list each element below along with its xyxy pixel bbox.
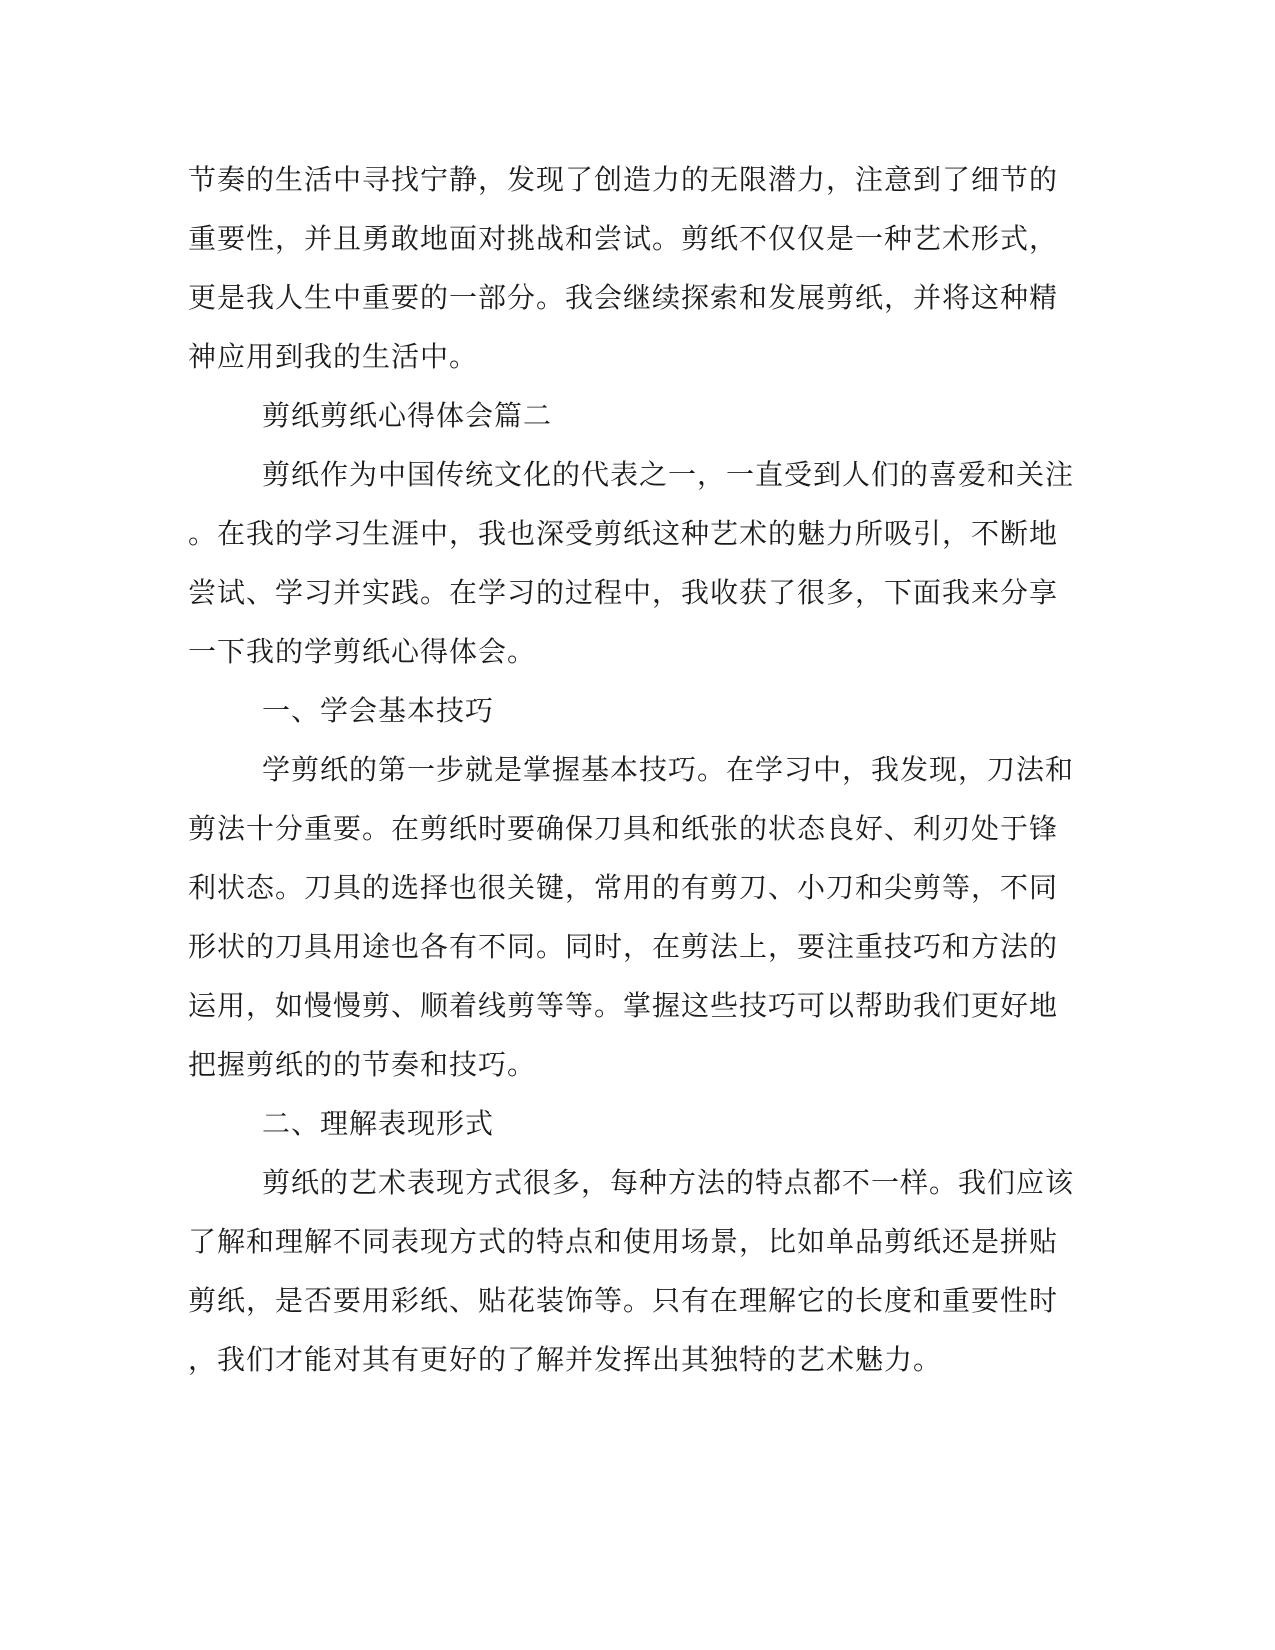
paragraph-line: 剪纸，是否要用彩纸、贴花装饰等。只有在理解它的长度和重要性时 bbox=[188, 1284, 1059, 1317]
paragraph-line: 节奏的生活中寻找宁静，发现了创造力的无限潜力，注意到了细节的 bbox=[188, 163, 1059, 196]
subheading: 二、理解表现形式 bbox=[262, 1107, 495, 1140]
paragraph-line: 更是我人生中重要的一部分。我会继续探索和发展剪纸，并将这种精 bbox=[188, 281, 1059, 314]
section-title: 剪纸剪纸心得体会篇二 bbox=[262, 399, 553, 432]
paragraph-line: 重要性，并且勇敢地面对挑战和尝试。剪纸不仅仅是一种艺术形式， bbox=[188, 222, 1059, 255]
paragraph-line: 形状的刀具用途也各有不同。同时，在剪法上，要注重技巧和方法的 bbox=[188, 930, 1059, 963]
paragraph-line: 。在我的学习生涯中，我也深受剪纸这种艺术的魅力所吸引，不断地 bbox=[188, 517, 1059, 550]
paragraph-line: 神应用到我的生活中。 bbox=[188, 340, 479, 373]
paragraph-line: 学剪纸的第一步就是掌握基本技巧。在学习中，我发现，刀法和 bbox=[262, 753, 1075, 786]
subheading: 一、学会基本技巧 bbox=[262, 694, 495, 727]
paragraph-line: 了解和理解不同表现方式的特点和使用场景，比如单品剪纸还是拼贴 bbox=[188, 1225, 1059, 1258]
paragraph-line: 运用，如慢慢剪、顺着线剪等等。掌握这些技巧可以帮助我们更好地 bbox=[188, 989, 1059, 1022]
paragraph-line: 剪纸作为中国传统文化的代表之一，一直受到人们的喜爱和关注 bbox=[262, 458, 1075, 491]
paragraph-line: 剪法十分重要。在剪纸时要确保刀具和纸张的状态良好、利刃处于锋 bbox=[188, 812, 1059, 845]
paragraph-line: 把握剪纸的的节奏和技巧。 bbox=[188, 1048, 537, 1081]
paragraph-line: 剪纸的艺术表现方式很多，每种方法的特点都不一样。我们应该 bbox=[262, 1166, 1075, 1199]
paragraph-line: 一下我的学剪纸心得体会。 bbox=[188, 635, 537, 668]
paragraph-line: 尝试、学习并实践。在学习的过程中，我收获了很多，下面我来分享 bbox=[188, 576, 1059, 609]
paragraph-line: 利状态。刀具的选择也很关键，常用的有剪刀、小刀和尖剪等，不同 bbox=[188, 871, 1059, 904]
paragraph-line: ，我们才能对其有更好的了解并发挥出其独特的艺术魅力。 bbox=[188, 1343, 943, 1376]
